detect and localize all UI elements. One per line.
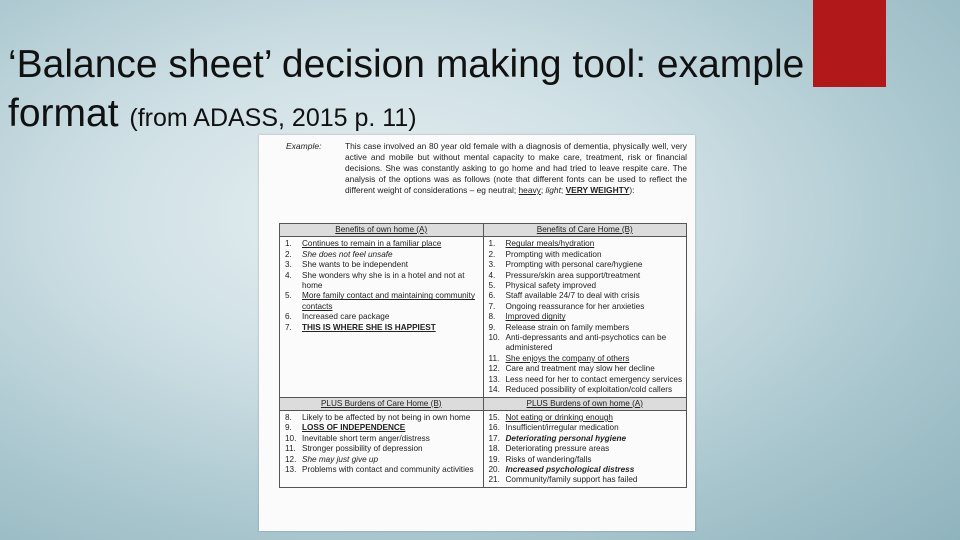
item-text: Continues to remain in a familiar place xyxy=(302,239,442,249)
list-item xyxy=(489,354,684,364)
item-text: Increased care package xyxy=(302,312,390,322)
list-item xyxy=(489,375,684,385)
item-number: 12. xyxy=(488,364,500,374)
list-item xyxy=(489,434,684,444)
item-text: Reduced possibility of exploitation/cold callers xyxy=(505,385,673,395)
item-text: Likely to be affected by not being in own home xyxy=(302,412,471,422)
header-benefits-home: Benefits of own home (A) xyxy=(280,224,484,237)
example-very-weighty: VERY WEIGHTY xyxy=(565,185,630,195)
example-sep: ; xyxy=(540,185,546,195)
item-number: 3. xyxy=(488,260,496,270)
item-number: 2. xyxy=(488,249,496,259)
example-sep2: ; xyxy=(560,185,566,195)
item-number: 8. xyxy=(488,312,496,322)
item-number: 13. xyxy=(488,374,500,384)
item-text: Care and treatment may slow her decline xyxy=(505,364,655,374)
list-item xyxy=(489,413,684,423)
item-text: Deteriorating pressure areas xyxy=(505,444,610,454)
list-item xyxy=(489,475,684,485)
list-item xyxy=(285,455,480,465)
list-item xyxy=(285,323,480,333)
item-number: 16. xyxy=(488,423,500,433)
item-number: 1. xyxy=(488,239,496,249)
item-number: 9. xyxy=(488,322,496,332)
cell-burdens-care xyxy=(280,410,484,487)
item-text: Deteriorating personal hygiene xyxy=(505,433,627,443)
item-text: Prompting with medication xyxy=(505,249,602,259)
item-number: 5. xyxy=(488,281,496,291)
item-text: Stronger possibility of depression xyxy=(302,444,423,454)
item-text: Pressure/skin area support/treatment xyxy=(505,270,641,280)
list-item xyxy=(489,302,684,312)
cell-burdens-home xyxy=(483,410,687,487)
header-benefits-care: Benefits of Care Home (B) xyxy=(483,224,687,237)
slide-title xyxy=(8,40,908,143)
example-end: ): xyxy=(629,185,635,195)
item-text: She does not feel unsafe xyxy=(302,249,393,259)
example-light: light xyxy=(545,185,561,195)
item-text: THIS IS WHERE SHE IS HAPPIEST xyxy=(302,322,436,332)
item-number: 6. xyxy=(488,291,496,301)
item-number: 13. xyxy=(285,464,297,474)
balance-sheet-table xyxy=(279,223,687,488)
item-number: 1. xyxy=(285,239,292,249)
list-item xyxy=(285,271,480,292)
item-text: She may just give up xyxy=(302,454,379,464)
item-number: 21. xyxy=(488,475,500,485)
item-number: 2. xyxy=(285,249,292,259)
item-number: 15. xyxy=(488,412,500,422)
item-text: Not eating or drinking enough xyxy=(505,412,613,422)
item-number: 10. xyxy=(285,433,297,443)
item-number: 6. xyxy=(285,312,292,322)
item-text: Inevitable short term anger/distress xyxy=(302,433,430,443)
list-item xyxy=(489,455,684,465)
list-item xyxy=(489,260,684,270)
list-item xyxy=(489,444,684,454)
item-text: Regular meals/hydration xyxy=(505,239,595,249)
item-text: She wonders why she is in a hotel and not at home xyxy=(302,270,465,291)
item-text: LOSS OF INDEPENDENCE xyxy=(302,423,406,433)
title-source: (from ADASS, 2015 p. 11) xyxy=(129,104,417,132)
item-text: Improved dignity xyxy=(505,312,566,322)
item-text: Staff available 24/7 to deal with crisis xyxy=(505,291,640,301)
item-text: Prompting with personal care/hygiene xyxy=(505,260,643,270)
example-text xyxy=(345,141,687,196)
list-item xyxy=(489,364,684,374)
list-item xyxy=(285,312,480,322)
list-item xyxy=(285,444,480,454)
list-item xyxy=(489,239,684,249)
item-number: 19. xyxy=(488,454,500,464)
list-item xyxy=(285,239,480,249)
item-text: Less need for her to contact emergency services xyxy=(505,374,683,384)
item-text: Ongoing reassurance for her anxieties xyxy=(505,301,645,311)
item-number: 18. xyxy=(488,444,500,454)
item-text: Problems with contact and community activities xyxy=(302,464,474,474)
item-number: 5. xyxy=(285,291,292,301)
item-text: More family contact and maintaining community contacts xyxy=(302,291,475,311)
item-text: She enjoys the company of others xyxy=(505,353,630,363)
item-number: 12. xyxy=(285,454,297,464)
item-number: 9. xyxy=(285,423,292,433)
list-item xyxy=(285,423,480,433)
item-number: 7. xyxy=(488,301,496,311)
item-text: Increased psychological distress xyxy=(505,464,635,474)
list-item xyxy=(285,434,480,444)
cell-benefits-home xyxy=(280,237,484,397)
list-item xyxy=(285,260,480,270)
title-main: ‘Balance sheet’ decision making tool: example format xyxy=(8,43,805,135)
item-text: Insufficient/irregular medication xyxy=(505,423,619,433)
item-number: 3. xyxy=(285,260,292,270)
list-item xyxy=(489,323,684,333)
cell-benefits-care xyxy=(483,237,687,397)
item-number: 8. xyxy=(285,412,292,422)
list-item xyxy=(489,423,684,433)
item-text: Physical safety improved xyxy=(505,281,597,291)
example-heavy: heavy xyxy=(518,185,541,195)
item-number: 4. xyxy=(285,270,292,280)
example-text-body: This case involved an 80 year old female with a diagnosis of dementia, physically well, very active and mobile but without mental capacity to make care, treatment, risk or financial decisions. She was constantly asking to go home and had tried to leave respite care. The analysis of the options was as follows (note that different fonts can be used to reflect the different weight of considerations – eg neutral; xyxy=(345,141,687,195)
list-item xyxy=(489,385,684,395)
item-text: Release strain on family members xyxy=(505,322,630,332)
list-item xyxy=(489,333,684,354)
list-item xyxy=(285,250,480,260)
item-text: Anti-depressants and anti-psychotics can be administered xyxy=(505,333,667,353)
item-text: Community/family support has failed xyxy=(505,475,638,485)
list-item xyxy=(285,465,480,475)
example-label: Example: xyxy=(286,141,322,151)
item-number: 10. xyxy=(488,333,500,343)
item-number: 17. xyxy=(488,433,500,443)
item-text: Risks of wandering/falls xyxy=(505,454,592,464)
item-number: 14. xyxy=(488,385,500,395)
item-number: 11. xyxy=(285,444,296,454)
item-text: She wants to be independent xyxy=(302,260,409,270)
list-item xyxy=(489,465,684,475)
list-item xyxy=(489,271,684,281)
header-burdens-home: PLUS Burdens of own home (A) xyxy=(483,397,687,410)
list-item xyxy=(285,413,480,423)
document-image xyxy=(259,135,695,531)
header-burdens-care: PLUS Burdens of Care Home (B) xyxy=(280,397,484,410)
list-item xyxy=(489,281,684,291)
item-number: 11. xyxy=(488,353,500,363)
item-number: 4. xyxy=(488,270,496,280)
item-number: 7. xyxy=(285,322,292,332)
item-number: 20. xyxy=(488,464,500,474)
list-item xyxy=(285,291,480,312)
list-item xyxy=(489,312,684,322)
list-item xyxy=(489,250,684,260)
list-item xyxy=(489,291,684,301)
